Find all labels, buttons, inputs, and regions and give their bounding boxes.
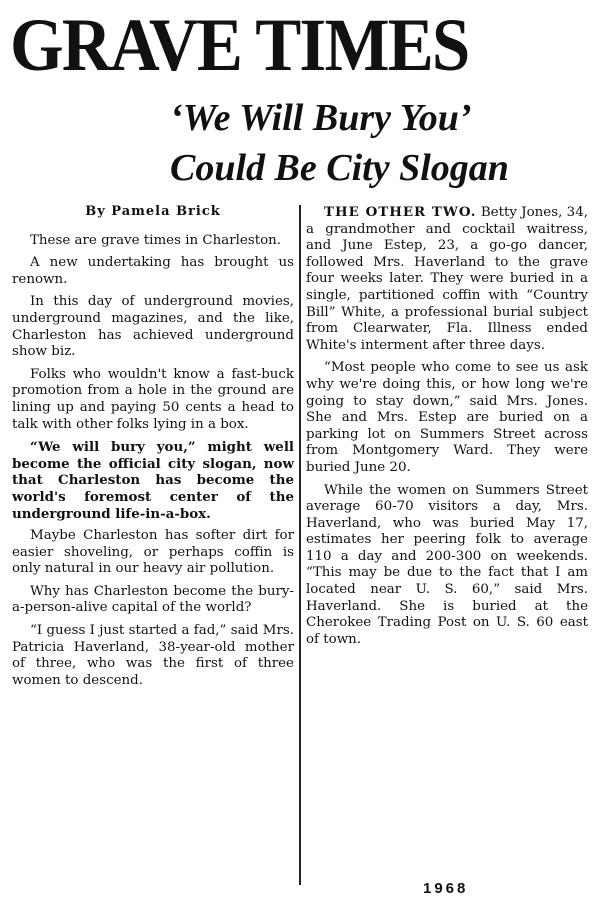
paragraph: “We will bury you,” might well become the official city slogan, now that Charleston has become the world's foremost center of the underground life-in-a-box. xyxy=(12,439,294,522)
paragraph: While the women on Summers Street average 60-70 visitors a day, Mrs. Haverland, who was buried May 17, estimates her peering folk to average 110 a day and 200-300 on weekends. “This may be due to the fact that I am located near U. S. 60,” said Mrs. Haverland. She is buried at the Cherokee Trading Post on U. S. 60 east of town. xyxy=(306,482,588,647)
headline-line-2: Could Be City Slogan xyxy=(170,147,509,189)
paragraph: Why has Charleston become the bury-a-person-alive capital of the world? xyxy=(12,583,294,616)
paragraph: “Most people who come to see us ask why we're doing this, or how long we're going to stay down,” said Mrs. Jones. She and Mrs. Estep are buried on a parking lot on Summers Street across from Montgomery Ward. They were buried June 20. xyxy=(306,360,588,475)
paragraph-text: Betty Jones, 34, a grandmother and cocktail waitress, and June Estep, 23, a go-go dancer, followed Mrs. Haverland to the grave four weeks later. They were buried in a single, partitioned coffin with “Country Bill” White, a professional burial subject from Clearwater, Fla. Illness ended White's interment after three days. xyxy=(306,205,588,353)
byline: By Pamela Brick xyxy=(85,204,221,219)
paragraph: Folks who wouldn't know a fast-buck promotion from a hole in the ground are lining up and paying 50 cents a head to talk with other folks lying in a box. xyxy=(12,366,294,432)
column-divider xyxy=(299,205,301,885)
paragraph: “I guess I just started a fad,” said Mrs. Patricia Haverland, 38-year-old mother of three, who was the first of three women to descend. xyxy=(12,623,294,688)
paragraph: In this day of underground movies, underground magazines, and the like, Charleston has achieved underground show biz. xyxy=(12,294,294,360)
masthead-title: GRAVE TIMES xyxy=(10,4,469,87)
article-column-right xyxy=(306,204,588,654)
paragraph xyxy=(306,204,588,354)
left-paragraphs xyxy=(12,233,294,690)
paragraph: These are grave times in Charleston. xyxy=(30,232,282,248)
article-column-left xyxy=(12,204,294,695)
paragraph: A new undertaking has brought us renown. xyxy=(12,255,294,287)
year-label: 1968 xyxy=(423,880,469,897)
subhead-lead: THE OTHER TWO. xyxy=(324,204,477,220)
headline-line-1: ‘We Will Bury You’ xyxy=(170,97,472,139)
paragraph: Maybe Charleston has softer dirt for easier shoveling, or perhaps coffin is only natural in our heavy air pollution. xyxy=(12,528,294,577)
right-paragraphs xyxy=(306,360,588,648)
